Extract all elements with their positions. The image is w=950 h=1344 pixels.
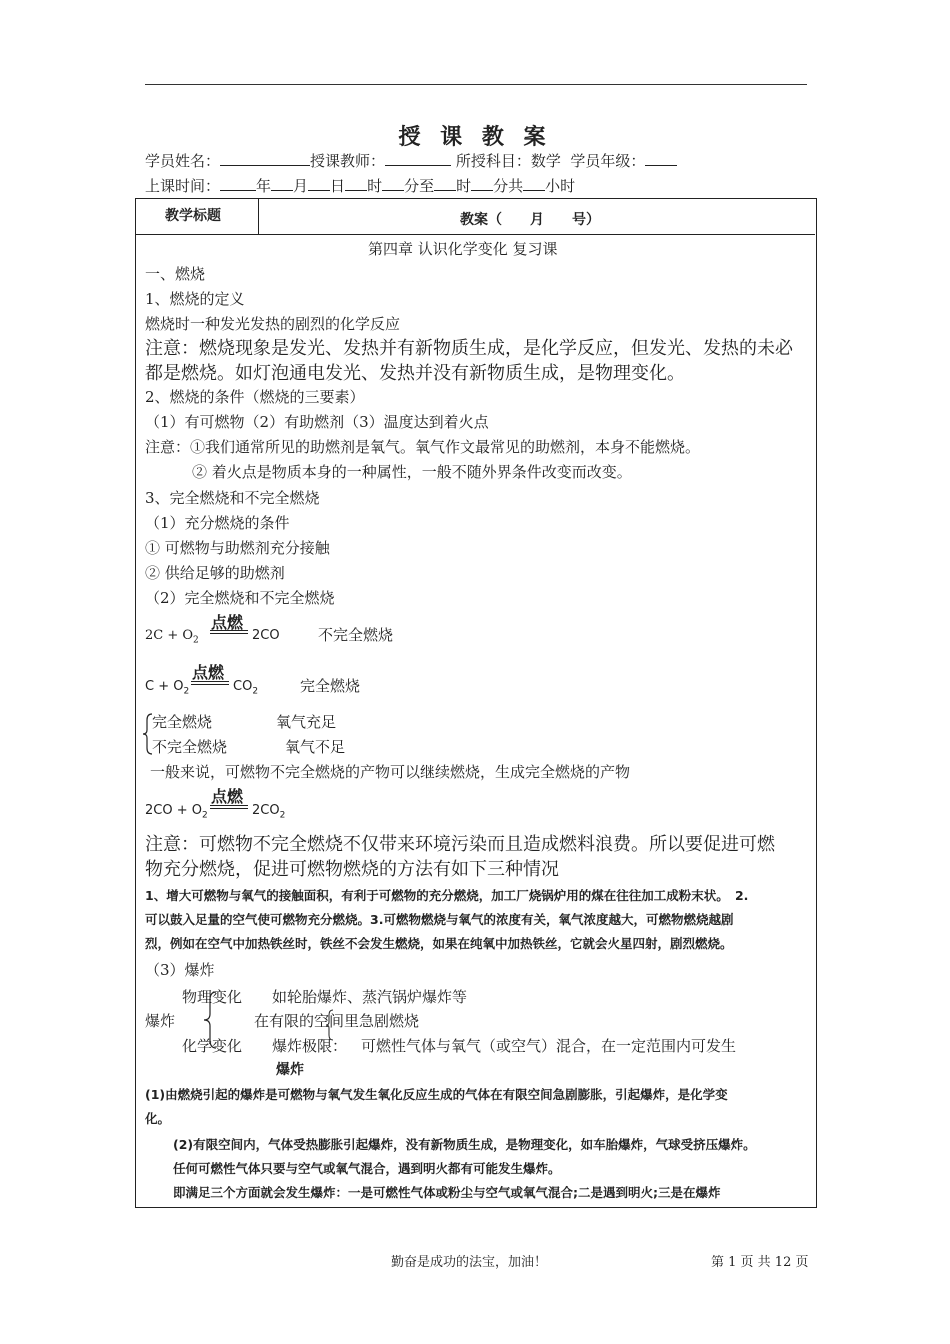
hours-blank — [523, 176, 545, 191]
limit-tail: 爆炸 — [276, 1062, 304, 1078]
footer-page-number: 第 1 页 共 12 页 — [711, 1255, 809, 1270]
sub-heading: （3）爆炸 — [145, 961, 215, 979]
reaction-reactants: 2C + O — [145, 628, 194, 643]
reaction-left — [145, 801, 208, 826]
explosion-label: 爆炸 — [145, 1012, 176, 1030]
list-item: ② 供给足够的助燃剂 — [145, 564, 285, 582]
note-text: 注意：①我们通常所见的助燃剂是氧气。氧气作文最常见的助燃剂，本身不能燃烧。 — [145, 438, 701, 456]
subsection-heading: 1、燃烧的定义 — [145, 290, 245, 308]
subscript: 2 — [279, 810, 286, 821]
time-label: 上课时间： — [145, 177, 221, 195]
condition-text: （1）有可燃物（2）有助燃剂（3）温度达到着火点 — [145, 413, 489, 431]
reaction-note: 完全燃烧 — [300, 677, 361, 695]
limit-text: 可燃性气体与氧气（或空气）混合，在一定范围内可发生 — [361, 1037, 737, 1055]
minute2-blank — [471, 176, 493, 191]
minute-total-label: 分共 — [493, 177, 524, 195]
minute-to-label: 分至 — [404, 177, 435, 195]
comparison-value: 氧气不足 — [285, 738, 346, 756]
category-description: 在有限的空间里急剧燃烧 — [254, 1012, 420, 1030]
subsection-heading: 3、完全燃烧和不完全燃烧 — [145, 489, 320, 507]
day-label: 日 — [330, 177, 346, 195]
reaction-condition: 点燃 — [211, 613, 244, 632]
subscript: 2 — [183, 686, 190, 697]
reaction-equals-sign — [210, 805, 248, 809]
comparison-value: 氧气充足 — [276, 713, 337, 731]
footer-motto: 勤奋是成功的法宝，加油！ — [391, 1255, 548, 1270]
reaction-note: 不完全燃烧 — [318, 626, 394, 644]
reaction-product — [252, 801, 285, 826]
subject-label: 所授科目：数学 — [455, 152, 561, 170]
category-label: 物理变化 — [182, 988, 243, 1006]
category-example: 如轮胎爆炸、蒸汽锅炉爆炸等 — [272, 988, 468, 1006]
note-text: 都是燃烧。如灯泡通电发光、发热并没有新物质生成，是物理变化。 — [145, 363, 685, 384]
year-label: 年 — [256, 177, 272, 195]
hour2-label: 时 — [456, 177, 472, 195]
header-rule — [145, 84, 807, 85]
topic-label: 教学标题 — [165, 208, 221, 224]
paragraph: (2)有限空间内，气体受热膨胀引起爆炸，没有新物质生成，是物理变化，如车胎爆炸，气球受挤压爆炸。 — [173, 1137, 756, 1152]
teacher-label: 授课教师： — [310, 152, 386, 170]
subsection-heading: 2、燃烧的条件（燃烧的三要素） — [145, 388, 365, 406]
page-title: 授 课 教 案 — [398, 125, 552, 150]
reaction-product-formula: 2CO — [252, 803, 280, 818]
note-text: 注意：燃烧现象是发光、发热并有新物质生成，是化学反应，但发光、发热的未必 — [145, 338, 793, 359]
teacher-blank — [385, 151, 451, 166]
method-text: 1、增大可燃物与氧气的接触面积，有利于可燃物的充分燃烧，加工厂烧锅炉用的煤在往往加工成粉末状。 2. — [145, 888, 749, 903]
hour2-blank — [434, 176, 456, 191]
subscript: 2 — [201, 810, 208, 821]
student-name-label: 学员姓名： — [145, 152, 221, 170]
chapter-title: 第四章 认识化学变化 复习课 — [368, 240, 558, 258]
method-text: 烈，例如在空气中加热铁丝时，铁丝不会发生燃烧，如果在纯氧中加热铁丝，它就会火星四射，剧烈燃烧。 — [145, 936, 733, 951]
hour-label: 时 — [367, 177, 383, 195]
year-blank — [220, 176, 256, 191]
reaction-product: 2CO — [252, 628, 280, 643]
reaction-product-formula: CO — [233, 679, 253, 694]
reaction-condition: 点燃 — [211, 787, 244, 806]
definition-text: 燃烧时一种发光发热的剧烈的化学反应 — [145, 315, 401, 333]
reaction-product — [233, 677, 258, 702]
reaction-reactants: C + O — [145, 679, 184, 694]
method-text: 可以鼓入足量的空气使可燃物充分燃烧。3.可燃物燃烧与氧气的浓度有关，氧气浓度越大，可燃物燃烧越剧 — [145, 912, 734, 927]
paragraph: 即满足三个方面就会发生爆炸：一是可燃性气体或粉尘与空气或氧气混合;二是遇到明火;三是在爆炸 — [173, 1185, 721, 1200]
student-name-blank — [220, 151, 310, 166]
paragraph: 任何可燃性气体只要与空气或氧气混合，遇到明火都有可能发生爆炸。 — [173, 1161, 561, 1176]
limit-label: 爆炸极限： — [272, 1037, 348, 1055]
grade-blank — [645, 151, 677, 166]
reaction-condition: 点燃 — [192, 663, 225, 682]
paragraph: 化。 — [145, 1111, 171, 1126]
note-text: ② 着火点是物质本身的一种属性，一般不随外界条件改变而改变。 — [192, 463, 632, 481]
paragraph: (1)由燃烧引起的爆炸是可燃物与氧气发生氧化反应生成的气体在有限空间急剧膨胀，引起爆炸，是化学变 — [145, 1087, 728, 1102]
comparison-item: 完全燃烧 — [152, 713, 213, 731]
section-heading: 一、燃烧 — [145, 265, 206, 283]
minute-blank — [382, 176, 404, 191]
month-blank — [271, 176, 293, 191]
subscript: 2 — [193, 635, 199, 646]
month-label: 月 — [293, 177, 309, 195]
sub-heading: （2）完全燃烧和不完全燃烧 — [145, 589, 335, 607]
plan-label: 教案（ 月 号） — [460, 212, 600, 228]
reaction-reactants: 2CO + O — [145, 803, 202, 818]
reaction-equals-sign — [191, 681, 229, 685]
subscript: 2 — [252, 686, 259, 697]
comparison-item: 不完全燃烧 — [152, 738, 228, 756]
category-label: 化学变化 — [182, 1037, 243, 1055]
hour-blank — [345, 176, 367, 191]
header-line-2 — [145, 175, 575, 196]
hours-label: 小时 — [545, 177, 576, 195]
general-text: 一般来说，可燃物不完全燃烧的产物可以继续燃烧，生成完全燃烧的产物 — [150, 763, 631, 781]
list-item: ① 可燃物与助燃剂充分接触 — [145, 539, 330, 557]
reaction-equals-sign — [210, 630, 248, 634]
note-text: 物充分燃烧，促进可燃物燃烧的方法有如下三种情况 — [145, 859, 559, 880]
grade-label: 学员年级： — [570, 152, 646, 170]
reaction-left — [145, 677, 189, 702]
reaction-left — [145, 626, 199, 651]
sub-heading: （1）充分燃烧的条件 — [145, 514, 290, 532]
day-blank — [308, 176, 330, 191]
header-line-1 — [145, 150, 677, 171]
note-text: 注意：可燃物不完全燃烧不仅带来环境污染而且造成燃料浪费。所以要促进可燃 — [145, 834, 775, 855]
